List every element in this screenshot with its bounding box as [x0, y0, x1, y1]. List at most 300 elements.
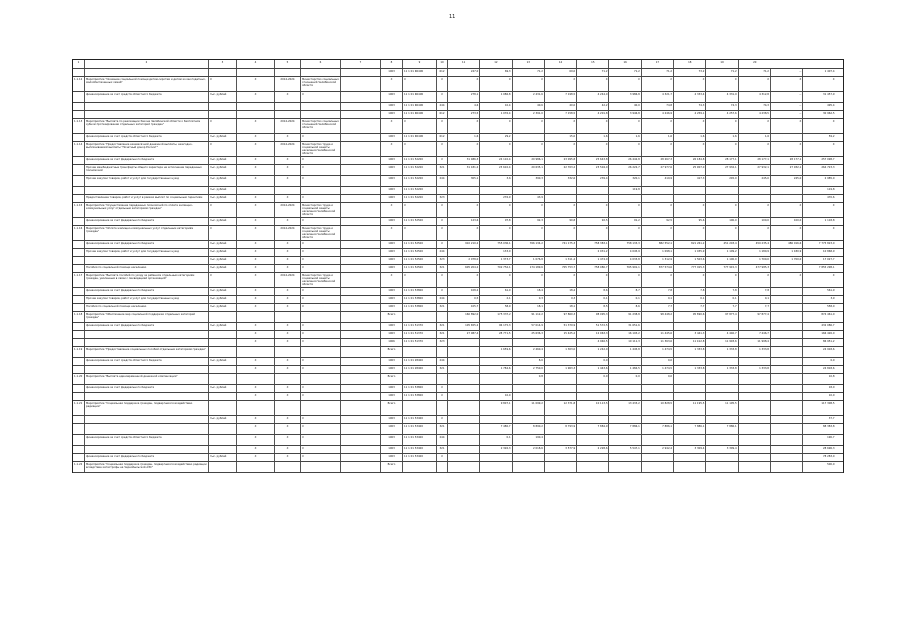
cell-value: 758 080,7 [577, 265, 609, 272]
cell-desc [85, 111, 209, 118]
cell-value [609, 416, 641, 423]
cell-value: 24 918,6 [823, 347, 835, 351]
cell-value [771, 265, 803, 272]
cell-value: 18,1 [513, 304, 545, 311]
cell-value: 1 333,8 [739, 347, 771, 357]
cell-value [545, 385, 577, 392]
cell-value: 0,1 [706, 296, 738, 303]
cell-value: 105 655,2 [448, 323, 480, 330]
cell-value [771, 416, 803, 423]
cell-value: 3,9 [830, 296, 835, 300]
cell-value: 43,9 [513, 195, 545, 202]
cell-value: 245,0 [771, 176, 803, 186]
table-row [73, 296, 843, 304]
cell-unit: тыс. рублей [209, 416, 237, 423]
cell-value: 1 100,0 [706, 257, 738, 264]
cell-value: 1 311,4 [545, 257, 577, 264]
cell-unit [209, 424, 237, 434]
cell-value: 123,6 [448, 218, 480, 225]
cell-desc [85, 69, 209, 76]
cell-c3: X [237, 265, 275, 272]
table-row [73, 257, 843, 265]
cell-code: 1.1.17 [73, 273, 85, 287]
cell-value: -- [771, 103, 803, 110]
cell-value [771, 424, 803, 434]
cell-kbk: 11 1 01 53800 [403, 296, 437, 303]
cell-value [448, 374, 480, 384]
cell-c3: X [237, 454, 275, 461]
cell-kbk: 11 1 01 52500 [403, 265, 437, 272]
cell-value: 20 635,1 [513, 165, 545, 175]
cell-code [73, 304, 85, 311]
cell-vr: 244 [437, 358, 448, 365]
cell-vr [437, 347, 448, 357]
cell-value: 97 877,4 [706, 312, 738, 322]
cell-value [771, 304, 803, 311]
cell-c4: X [275, 176, 301, 186]
cell-code [73, 323, 85, 330]
cell-value: 97,8 [480, 218, 512, 225]
cell-desc: Мероприятие "Выплата единовременной денежной компенсации" [85, 374, 209, 384]
cell-kbk [403, 347, 437, 357]
cell-value: 470,6 [827, 195, 835, 199]
cell-value: 1 407,4 [824, 69, 835, 73]
cell-c3 [237, 187, 275, 194]
cell-value: X [771, 77, 803, 91]
cell-c5: X [301, 358, 341, 365]
cell-grbs: 1003 [381, 218, 403, 225]
cell-desc: Прочие межбюджетные трансферты общего характера на исполнение переданных полномочий [85, 165, 209, 175]
cell-c5: X [301, 331, 341, 338]
cell-value: X [706, 119, 738, 133]
cell-value: 2 078,0 [448, 257, 480, 264]
cell-desc: Мероприятие "Оказание социальной помощи детям-сиротам и детям из многодетных, малообеспеченных семей" [85, 77, 209, 91]
table-row [73, 249, 843, 257]
cell-value: X [739, 273, 771, 287]
cell-value: 1,6 [577, 134, 609, 141]
cell-value: 95,6 [674, 218, 706, 225]
cell-value: 7 855 298,1 [818, 265, 835, 269]
cell-desc: финансирование за счет федерального бюджета [85, 323, 209, 330]
cell-c3: X [237, 435, 275, 445]
column-number: 1 [73, 60, 85, 68]
cell-value: X [706, 226, 738, 240]
cell-c6 [341, 77, 381, 91]
cell-value: 877 574,6 [642, 265, 674, 272]
cell-grbs: 1003 [381, 195, 403, 202]
cell-value [739, 454, 771, 461]
cell-vr: X [437, 226, 448, 240]
cell-value [739, 323, 771, 330]
cell-value: 1,6 [609, 134, 641, 141]
cell-c6 [341, 165, 381, 175]
cell-value [448, 366, 480, 373]
cell-vr: 321 [437, 424, 448, 434]
cell-value [739, 446, 771, 453]
cell-value [577, 454, 609, 461]
column-number: 17 [642, 60, 674, 68]
cell-value: 758 133,3 [609, 241, 641, 248]
cell-vr: 321 [437, 304, 448, 311]
cell-c6 [341, 401, 381, 415]
cell-desc [85, 187, 209, 194]
cell-code [73, 241, 85, 248]
cell-value [513, 134, 545, 141]
cell-value: 273,5 [448, 111, 480, 118]
cell-code [73, 92, 85, 102]
cell-value: -- [771, 92, 803, 102]
cell-value: 51 379,9 [545, 323, 577, 330]
table-row [73, 416, 843, 424]
cell-code: 1.1.14 [73, 142, 85, 156]
table-row [73, 331, 843, 339]
cell-unit [209, 69, 237, 76]
cell-code: 1.1.18 [73, 312, 85, 322]
cell-value: 11 099,2 [513, 401, 545, 415]
cell-value: 1 373,7 [480, 257, 512, 264]
cell-value: 3 986,8 [609, 92, 641, 102]
cell-value: 2 018,6 [513, 446, 545, 453]
cell-desc: финансирование за счет средств областного бюджета [85, 435, 209, 445]
cell-unit: тыс. рублей [209, 265, 237, 272]
table-body [73, 69, 843, 473]
cell-c4: 2014-2024 [275, 203, 301, 217]
column-number: 6 [301, 60, 341, 68]
cell-value: 4 333,4 [674, 92, 706, 102]
cell-value: 28 771,5 [480, 331, 512, 338]
cell-c5: X [301, 195, 341, 202]
table-row [73, 187, 843, 195]
cell-value: 7,7 [642, 304, 674, 311]
column-number: 13 [513, 60, 545, 68]
cell-grbs: 1003 [381, 134, 403, 141]
cell-unit [209, 347, 237, 357]
table-row [73, 339, 843, 347]
cell-value [545, 339, 577, 346]
cell-value: 10,8 [828, 374, 835, 378]
cell-vr: 244 [437, 435, 448, 445]
cell-value: X [674, 203, 706, 217]
cell-c5: X [301, 249, 341, 256]
cell-desc: финансирование за счет федерального бюджета [85, 385, 209, 392]
cell-code [73, 424, 85, 434]
cell-value: 451 203,4 [706, 241, 738, 248]
cell-value [545, 462, 577, 472]
cell-value: 1 118,8 [824, 218, 835, 222]
cell-value: 11 412,8 [674, 339, 706, 346]
cell-value: 1,6 [642, 134, 674, 141]
cell-c6 [341, 176, 381, 186]
cell-kbk: 11 1 01 R0490 [403, 69, 437, 76]
cell-value: X [480, 203, 512, 217]
cell-grbs: 1003 [381, 165, 403, 175]
cell-c3: X [237, 385, 275, 392]
cell-value [642, 187, 674, 194]
cell-unit: X [209, 203, 237, 217]
cell-vr: X [437, 142, 448, 156]
cell-c4 [275, 69, 301, 76]
cell-value: 100,0 [706, 218, 738, 225]
cell-value: 2 031,2 [577, 249, 609, 256]
cell-value: X [674, 226, 706, 240]
cell-kbk: 11 1 01 53400 [403, 416, 437, 423]
cell-value [674, 358, 706, 365]
cell-c4: X [275, 446, 301, 453]
cell-value: 1 333,8 [674, 366, 706, 373]
cell-value: 91,2 [609, 218, 641, 225]
cell-unit [209, 366, 237, 373]
cell-desc: Мероприятие "Осуществление переданных полномочий по оплате жилищно-коммунальных услуг отдельным категориям граждан" [85, 203, 209, 217]
cell-value: 766 134,2 [513, 241, 545, 248]
cell-value: 1 086,8 [480, 92, 512, 102]
cell-value: 0,5 [448, 296, 480, 303]
cell-value: X [832, 142, 835, 146]
cell-value [771, 331, 803, 338]
cell-c3: X [237, 157, 275, 164]
cell-value: 0,1 [609, 296, 641, 303]
cell-value [706, 358, 738, 365]
cell-value [513, 187, 545, 194]
cell-value: 605 204,2 [448, 265, 480, 272]
cell-grbs: 1003 [381, 92, 403, 102]
cell-c6 [341, 339, 381, 346]
cell-c3: X [237, 92, 275, 102]
cell-c5 [301, 111, 341, 118]
cell-value: 7 886,1 [642, 424, 674, 434]
cell-value: 7 884,9 [577, 424, 609, 434]
cell-value: 71,2 [706, 69, 738, 76]
cell-c3: X [237, 331, 275, 338]
cell-code: 1.1.16 [73, 226, 85, 240]
cell-code [73, 339, 85, 346]
cell-value: 758 383,1 [577, 241, 609, 248]
cell-grbs: 1003 [381, 323, 403, 330]
cell-value: 245,0 [739, 176, 771, 186]
cell-c3: X [237, 134, 275, 141]
cell-c3: X [237, 288, 275, 295]
cell-code: 1.1.13 [73, 119, 85, 133]
cell-desc [85, 257, 209, 264]
cell-c6 [341, 119, 381, 133]
cell-code: 1.1.15 [73, 203, 85, 217]
cell-value: 777 915,3 [674, 265, 706, 272]
cell-value: 92,5 [642, 218, 674, 225]
cell-value [513, 393, 545, 400]
cell-value [674, 187, 706, 194]
cell-value: X [609, 203, 641, 217]
cell-value: 8 890,2 [513, 424, 545, 434]
table-row [73, 226, 843, 241]
cell-c4 [275, 103, 301, 110]
cell-value: 97 877,4 [739, 312, 771, 322]
cell-c5: Министерство социальных отношений Челябинской области [301, 77, 341, 91]
cell-unit: тыс. рублей [209, 134, 237, 141]
cell-value: 10 828,5 [642, 401, 674, 415]
cell-vr: 321 [437, 265, 448, 272]
cell-code: 1.1.19 [73, 347, 85, 357]
cell-value: 0,0 [642, 374, 674, 384]
cell-value: 7 886,1 [706, 424, 738, 434]
cell-c6 [341, 273, 381, 287]
cell-value: 26 184,8 [674, 157, 706, 164]
cell-value: 175 337,2 [480, 312, 512, 322]
cell-c6 [341, 454, 381, 461]
cell-value [448, 416, 480, 423]
cell-value [577, 393, 609, 400]
cell-value [771, 435, 803, 445]
cell-c4: X [275, 92, 301, 102]
cell-c5: X [301, 435, 341, 445]
cell-value [448, 446, 480, 453]
cell-value: 1 303,0 [545, 347, 577, 357]
cell-kbk: 11 1 01 R0490 [403, 111, 437, 118]
cell-c4: X [275, 157, 301, 164]
cell-value: 0,0 [577, 358, 609, 365]
cell-value: X [513, 142, 545, 156]
table-row [73, 69, 843, 77]
cell-value: X [480, 142, 512, 156]
cell-value [739, 393, 771, 400]
cell-c5 [301, 103, 341, 110]
cell-value: X [832, 119, 835, 123]
cell-code [73, 385, 85, 392]
cell-value: 133,0 [480, 249, 512, 256]
cell-c6 [341, 111, 381, 118]
cell-value: 1 076,4 [480, 111, 512, 118]
cell-value: 7,8 [706, 288, 738, 295]
cell-value: X [448, 273, 480, 287]
cell-value: 1 700,0 [739, 257, 771, 264]
cell-value [674, 454, 706, 461]
cell-c5: Министерство труда и социальной защиты населения Челябинской области [301, 226, 341, 240]
cell-kbk: X [403, 119, 437, 133]
cell-unit: тыс. рублей [209, 92, 237, 102]
cell-unit: тыс. рублей [209, 195, 237, 202]
cell-vr: 612 [437, 134, 448, 141]
cell-c3 [237, 69, 275, 76]
cell-desc: Пособия по социальной помощи населению [85, 265, 209, 272]
cell-c6 [341, 347, 381, 357]
cell-vr: X [437, 273, 448, 287]
cell-value: 74,3 [706, 103, 738, 110]
cell-value [771, 288, 803, 295]
cell-grbs: 1003 [381, 331, 403, 338]
cell-value [706, 187, 738, 194]
cell-value [609, 195, 641, 202]
cell-code [73, 454, 85, 461]
cell-kbk: 11 1 01 52200 [403, 157, 437, 164]
cell-value: 1 784,6 [480, 366, 512, 373]
cell-value: 4 246,9 [642, 111, 674, 118]
cell-c5: X [301, 296, 341, 303]
cell-value [609, 435, 641, 445]
cell-value: 1,6 [448, 134, 480, 141]
cell-value: 40,0 [609, 103, 641, 110]
cell-value: 910 210,2 [448, 241, 480, 248]
cell-value [739, 374, 771, 384]
cell-value: 486 016,6 [771, 241, 803, 248]
cell-value: 88 383,8 [823, 424, 835, 428]
cell-value: 8,7 [609, 288, 641, 295]
cell-value: 24 110,4 [480, 157, 512, 164]
cell-value: 117 308,5 [821, 401, 835, 405]
cell-value: 10 113,5 [577, 401, 609, 415]
cell-value [480, 339, 512, 346]
cell-vr: X [437, 119, 448, 133]
cell-vr [437, 401, 448, 415]
cell-value: 8,6 [577, 288, 609, 295]
cell-value: 71,2 [642, 69, 674, 76]
cell-value: 18,4 [513, 288, 545, 295]
cell-kbk: 11 1 01 53400 [403, 454, 437, 461]
cell-value: 0,1 [642, 296, 674, 303]
cell-kbk: 11 1 01 52500 [403, 218, 437, 225]
cell-desc: финансирование за счет средств областного бюджета [85, 134, 209, 141]
cell-value: 11 445,6 [642, 331, 674, 338]
cell-c3: X [237, 358, 275, 365]
cell-value: X [771, 226, 803, 240]
cell-c5: X [301, 393, 341, 400]
cell-desc [85, 366, 209, 373]
cell-value: 15 425,2 [545, 331, 577, 338]
cell-kbk: 11 1 01 53800 [403, 393, 437, 400]
cell-grbs: 1003 [381, 69, 403, 76]
cell-desc: Мероприятие "Выплата по реализации Закона Челябинской области о бесплатном зубном протезировании отдельных категорий граждан" [85, 119, 209, 133]
table-row [73, 77, 843, 92]
cell-vr: X [437, 203, 448, 217]
cell-grbs: 1003 [381, 241, 403, 248]
cell-c3: X [237, 77, 275, 91]
cell-code [73, 249, 85, 256]
cell-value: 0,0 [830, 358, 835, 362]
cell-value: 30 962,5 [823, 111, 835, 115]
cell-unit [209, 339, 237, 346]
cell-kbk: 11 1 01 53800 [403, 288, 437, 295]
cell-vr: X [437, 393, 448, 400]
cell-c4: X [275, 288, 301, 295]
cell-value [448, 435, 480, 445]
cell-unit: тыс. рублей [209, 257, 237, 264]
cell-value: 3 577,9 [545, 446, 577, 453]
cell-desc: финансирование за счет федерального бюджета [85, 454, 209, 461]
cell-c3: X [237, 249, 275, 256]
cell-c4: X [275, 366, 301, 373]
cell-value: 2 391,0 [513, 111, 545, 118]
cell-value: X [577, 77, 609, 91]
cell-value: 874 461,0 [821, 312, 835, 316]
cell-c6 [341, 195, 381, 202]
table-row [73, 323, 843, 331]
cell-vr: X [437, 218, 448, 225]
cell-c6 [341, 92, 381, 102]
cell-kbk: 11 1 01 R0490 [403, 103, 437, 110]
cell-vr: 612 [437, 69, 448, 76]
cell-value [771, 374, 803, 384]
cell-c5: X [301, 257, 341, 264]
cell-value: 174 189,6 [513, 265, 545, 272]
cell-c5: X [301, 265, 341, 272]
cell-c3: X [237, 195, 275, 202]
cell-value [642, 195, 674, 202]
cell-unit: тыс. рублей [209, 165, 237, 175]
cell-grbs: 1003 [381, 424, 403, 434]
cell-value: 74,3 [674, 103, 706, 110]
cell-value: X [609, 226, 641, 240]
cell-value: 22 763,2 [545, 165, 577, 175]
cell-value [513, 462, 545, 472]
cell-value: 190,7 [827, 435, 835, 439]
cell-value [609, 393, 641, 400]
